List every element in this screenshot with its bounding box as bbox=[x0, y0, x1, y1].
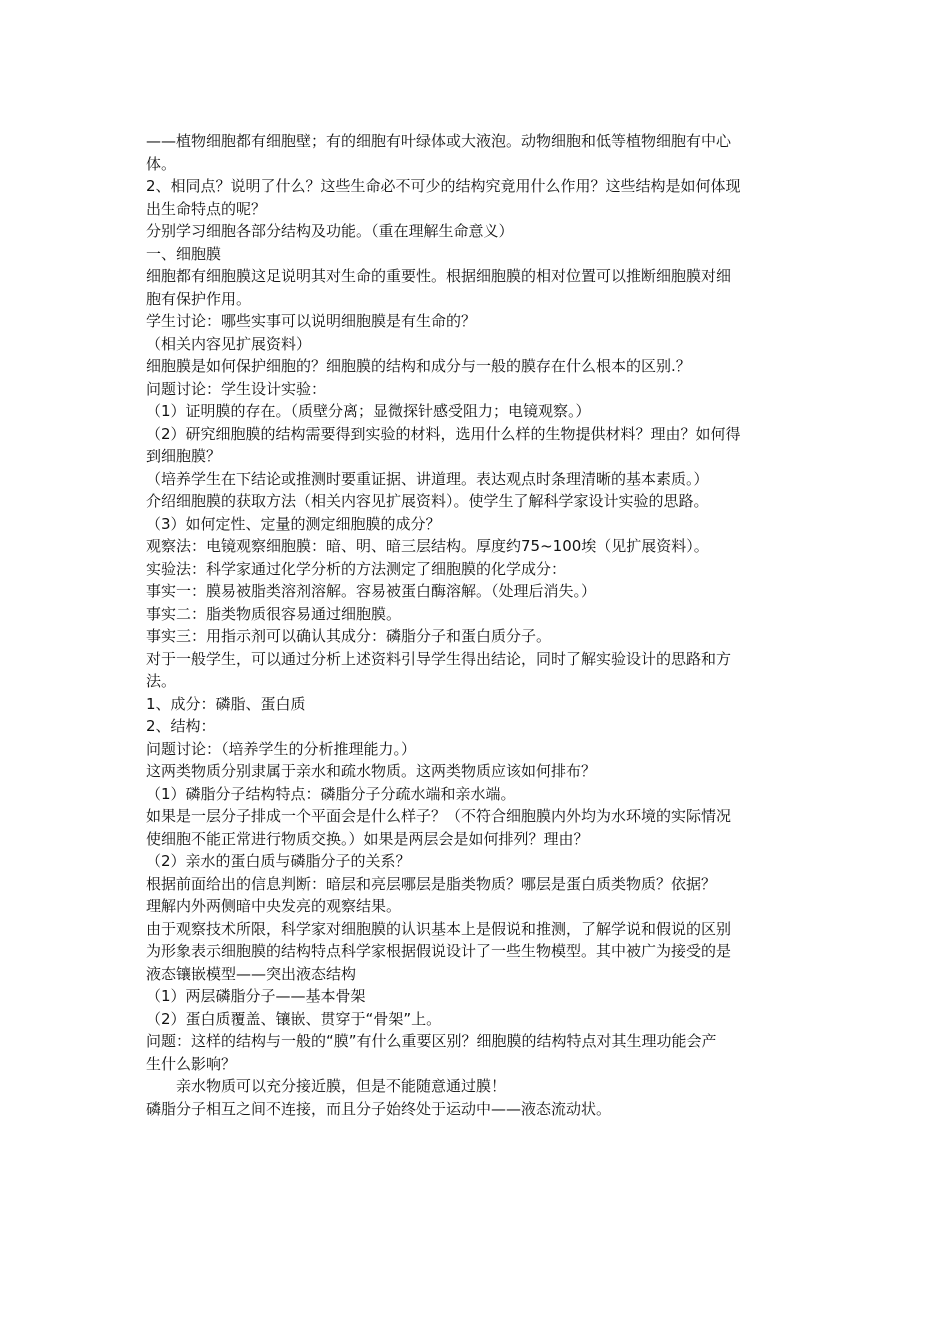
text-line-22: 事实二：脂类物质很容易通过细胞膜。 bbox=[146, 604, 402, 623]
text-line-15: 到细胞膜？ bbox=[146, 447, 222, 465]
text-line-43: 亲水物质可以充分接近膜，但是不能随意通过膜！ bbox=[176, 1077, 507, 1095]
text-line-7: 细胞都有细胞膜这足说明其对生命的重要性。根据细胞膜的相对位置可以推断细胞膜对细 bbox=[146, 267, 732, 285]
text-line-28: 问题讨论：（培养学生的分析推理能力。） bbox=[146, 739, 417, 758]
text-line-5: 分别学习细胞各部分结构及功能。（重在理解生命意义） bbox=[146, 222, 514, 240]
text-line-12: 问题讨论：学生设计实验： bbox=[146, 379, 327, 398]
text-line-42: 生什么影响？ bbox=[146, 1054, 237, 1073]
text-line-34: 根据前面给出的信息判断：暗层和亮层哪层是脂类物质？哪层是蛋白质类物质？依据？ bbox=[146, 874, 717, 893]
text-line-32: 使细胞不能正常进行物质交换。）如果是两层会是如何排列？理由？ bbox=[146, 829, 589, 848]
text-line-11: 细胞膜是如何保护细胞的？细胞膜的结构和成分与一般的膜存在什么根本的区别.？ bbox=[146, 357, 691, 375]
text-line-1: ——植物细胞都有细胞壁；有的细胞有叶绿体或大液泡。动物细胞和低等植物细胞有中心 bbox=[146, 132, 732, 150]
text-line-16: （培养学生在下结论或推测时要重证据、讲道理。表达观点时条理清晰的基本素质。） bbox=[146, 469, 709, 488]
text-line-40: （2）蛋白质覆盖、镶嵌、贯穿于“骨架”上。 bbox=[146, 1009, 442, 1028]
text-line-27: 2、结构： bbox=[146, 717, 216, 735]
text-line-13: （1）证明膜的存在。（质壁分离；显微探针感受阻力；电镜观察。） bbox=[146, 402, 591, 420]
text-line-21: 事实一：膜易被脂类溶剂溶解。容易被蛋白酶溶解。（处理后消失。） bbox=[146, 582, 597, 600]
text-line-4: 出生命特点的呢？ bbox=[146, 199, 267, 218]
document-body bbox=[146, 130, 816, 1120]
text-line-39: （1）两层磷脂分子——基本骨架 bbox=[146, 987, 366, 1005]
text-line-26: 1、成分：磷脂、蛋白质 bbox=[146, 694, 306, 713]
text-line-10: （相关内容见扩展资料） bbox=[146, 334, 312, 353]
text-line-8: 胞有保护作用。 bbox=[146, 289, 252, 308]
text-line-20: 实验法：科学家通过化学分析的方法测定了细胞膜的化学成分： bbox=[146, 559, 567, 578]
text-line-41: 问题：这样的结构与一般的“膜”有什么重要区别？细胞膜的结构特点对其生理功能会产 bbox=[146, 1032, 717, 1050]
text-line-44: 磷脂分子相互之间不连接，而且分子始终处于运动中——液态流动状。 bbox=[146, 1099, 612, 1118]
text-line-23: 事实三：用指示剂可以确认其成分：磷脂分子和蛋白质分子。 bbox=[146, 627, 552, 645]
text-line-3: 2、相同点？说明了什么？这些生命必不可少的结构究竟用什么作用？这些结构是如何体现 bbox=[146, 177, 741, 195]
text-line-18: （3）如何定性、定量的测定细胞膜的成分？ bbox=[146, 514, 441, 533]
section-heading-cell-membrane: 一、细胞膜 bbox=[146, 244, 222, 263]
text-line-24: 对于一般学生，可以通过分析上述资料引导学生得出结论，同时了解实验设计的思路和方 bbox=[146, 649, 732, 668]
text-line-31: 如果是一层分子排成一个平面会是什么样子？（不符合细胞膜内外均为水环境的实际情况 bbox=[146, 807, 732, 825]
text-line-30: （1）磷脂分子结构特点：磷脂分子分疏水端和亲水端。 bbox=[146, 784, 516, 803]
text-line-29: 这两类物质分别隶属于亲水和疏水物质。这两类物质应该如何排布？ bbox=[146, 762, 597, 780]
text-line-25: 法。 bbox=[146, 672, 177, 690]
text-line-17: 介绍细胞膜的获取方法（相关内容见扩展资料）。使学生了解科学家设计实验的思路。 bbox=[146, 492, 709, 510]
text-line-14: （2）研究细胞膜的结构需要得到实验的材料，选用什么样的生物提供材料？理由？如何得 bbox=[146, 424, 741, 443]
text-line-19: 观察法：电镜观察细胞膜：暗、明、暗三层结构。厚度约75~100埃（见扩展资料）。 bbox=[146, 537, 709, 555]
text-line-38: 液态镶嵌模型——突出液态结构 bbox=[146, 964, 357, 983]
text-line-35: 理解内外两侧暗中央发亮的观察结果。 bbox=[146, 897, 402, 915]
text-line-33: （2）亲水的蛋白质与磷脂分子的关系？ bbox=[146, 852, 411, 870]
text-line-2: 体。 bbox=[146, 154, 177, 173]
text-line-9: 学生讨论：哪些实事可以说明细胞膜是有生命的？ bbox=[146, 312, 477, 330]
text-line-36: 由于观察技术所限，科学家对细胞膜的认识基本上是假说和推测，了解学说和假说的区别 bbox=[146, 919, 732, 938]
text-line-37: 为形象表示细胞膜的结构特点科学家根据假说设计了一些生物模型。其中被广为接受的是 bbox=[146, 942, 732, 960]
